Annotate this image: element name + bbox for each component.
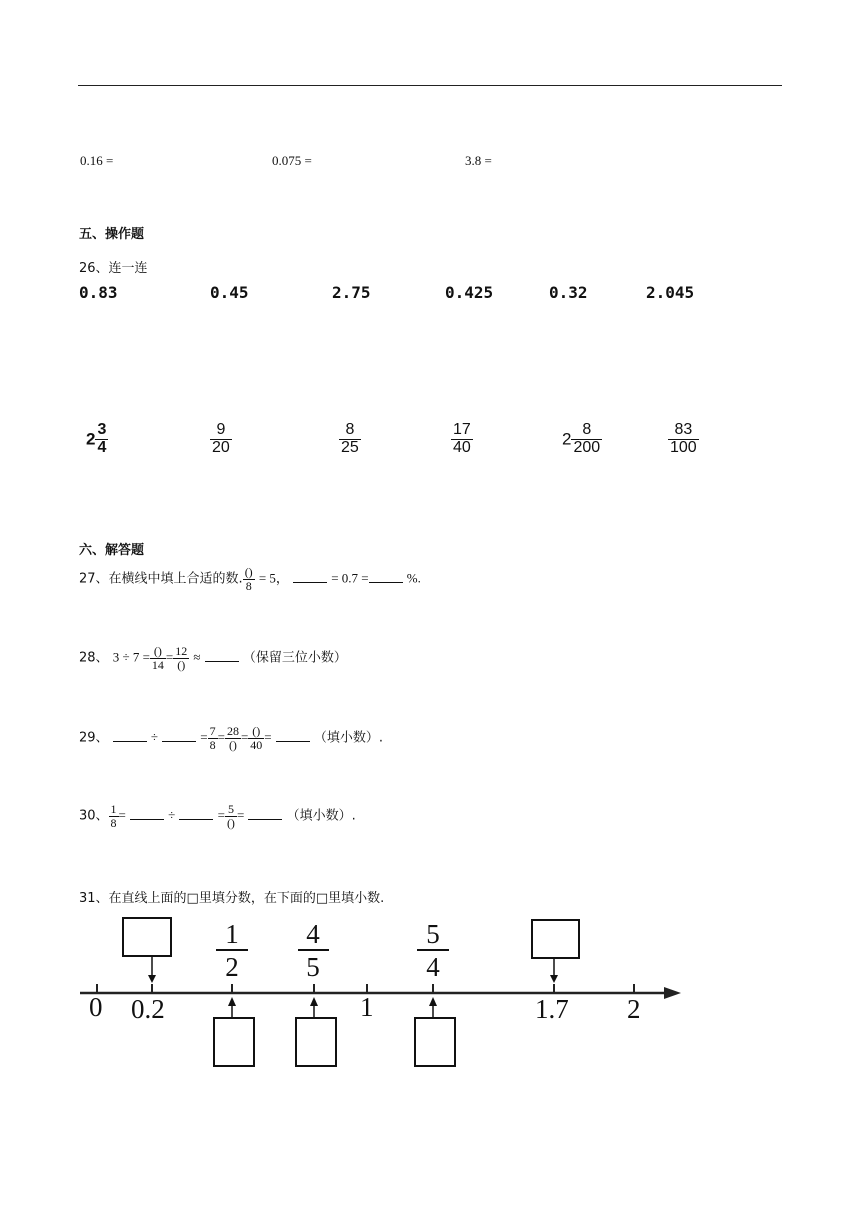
fraction-denominator: 4 <box>97 438 107 456</box>
conversion-3: 3.8 = <box>465 153 492 168</box>
question-prefix: 27、在横线中填上合适的数. <box>79 571 243 587</box>
question-suffix: （保留三位小数） <box>242 650 347 666</box>
fraction-numerator: 28 <box>226 724 239 738</box>
fraction-numerator: 83 <box>668 422 699 440</box>
section-title-5: 五、操作题 <box>79 227 145 242</box>
fraction-numerator: 4 <box>306 919 320 949</box>
fraction-denominator: 8 <box>110 815 117 830</box>
decimal-item[interactable]: 0.83 <box>79 283 118 302</box>
fraction-numerator: 1 <box>110 802 117 816</box>
fraction-denominator: 40 <box>453 438 471 456</box>
fraction-numerator: () <box>248 725 264 739</box>
question-30: 30、 $\frac{1}{8}$ = ÷ = 5 () = （填小数）. <box>79 802 356 830</box>
fraction-denominator: 20 <box>212 438 230 456</box>
decimal-item[interactable]: 2.045 <box>646 283 695 302</box>
fraction-numerator: 8 <box>571 422 602 440</box>
section-title-6: 六、解答题 <box>79 543 145 558</box>
tick-label: 1.7 <box>535 994 569 1024</box>
question-prefix: 28、 <box>79 650 109 666</box>
fraction-denominator: () <box>177 657 186 672</box>
equation-text: = 0.7 = <box>331 570 369 586</box>
fraction-numerator: 3 <box>97 421 107 438</box>
conversion-1: 0.16 = <box>80 153 114 168</box>
fraction-numerator: 5 <box>426 919 440 949</box>
divide-sign: ÷ <box>150 729 158 745</box>
tick-label: 0 <box>89 992 103 1022</box>
fraction-denominator: 200 <box>573 438 601 456</box>
fraction-denominator: 25 <box>341 438 359 456</box>
approx-sign: ≈ <box>193 649 201 665</box>
fraction-denominator: 8 <box>209 737 216 752</box>
question-prefix: 30、 <box>79 808 109 824</box>
question-prefix: 29、 <box>79 730 109 746</box>
question-suffix: （填小数）. <box>286 808 356 824</box>
decimal-item[interactable]: 0.45 <box>210 283 249 302</box>
answer-box-above[interactable] <box>123 918 171 956</box>
decimal-item[interactable]: 2.75 <box>332 283 371 302</box>
fraction-denominator: 2 <box>225 952 239 982</box>
fraction-numerator: 7 <box>209 724 216 738</box>
fraction-denominator: 40 <box>250 737 263 752</box>
fraction-denominator: 4 <box>426 952 440 982</box>
fraction-denominator: 8 <box>245 578 252 593</box>
arrow-down-icon <box>550 975 558 983</box>
answer-box-above[interactable] <box>532 920 579 958</box>
question-31: 31、在直线上面的□里填分数，在下面的□里填小数. <box>79 891 385 906</box>
equation-text: = 5， <box>258 570 289 586</box>
answer-box-below[interactable] <box>214 1018 254 1066</box>
conversion-2: 0.075 = <box>272 153 312 168</box>
fraction-numerator: 9 <box>210 422 232 440</box>
arrow-head-icon <box>664 987 681 999</box>
fraction-numerator: 8 <box>339 422 361 440</box>
answer-box-below[interactable] <box>296 1018 336 1066</box>
divide-sign: ÷ <box>168 807 176 823</box>
fraction-denominator: () <box>228 737 237 752</box>
answer-box-below[interactable] <box>415 1018 455 1066</box>
equation-text: 3 ÷ 7 = <box>112 649 150 665</box>
fraction-numerator: 17 <box>453 421 471 438</box>
question-26: 26、连一连 <box>79 261 148 276</box>
fraction-whole: 2 <box>562 429 572 449</box>
decimal-item[interactable]: 0.32 <box>549 283 588 302</box>
fraction-numerator: 1 <box>225 919 239 949</box>
tick-label: 1 <box>360 992 374 1022</box>
equation-text: %. <box>406 570 421 586</box>
arrow-down-icon <box>148 975 156 983</box>
tick-label: 0.2 <box>131 994 165 1024</box>
fraction-numerator: () <box>244 565 253 579</box>
fraction-denominator: () <box>226 815 235 830</box>
fraction-numerator: 5 <box>225 803 237 817</box>
question-suffix: （填小数）. <box>313 730 384 746</box>
question-29: 29、 ÷ = $\frac{7}{8}$ = 28 () = () 40 = （填小数）. <box>79 724 384 752</box>
decimal-item[interactable]: 0.425 <box>445 283 494 302</box>
fraction-denominator: 14 <box>151 657 164 672</box>
fraction-denominator: 100 <box>670 438 697 456</box>
fraction-numerator: 12 <box>175 644 188 658</box>
fraction-numerator: () <box>150 645 166 659</box>
question-28: 28、 3 ÷ 7 = () 14 = 12 () ≈ （保留三位小数） <box>79 644 347 672</box>
fraction-whole: 2 <box>86 429 96 449</box>
tick-label: 2 <box>627 994 641 1024</box>
fraction-denominator: 5 <box>306 952 320 982</box>
